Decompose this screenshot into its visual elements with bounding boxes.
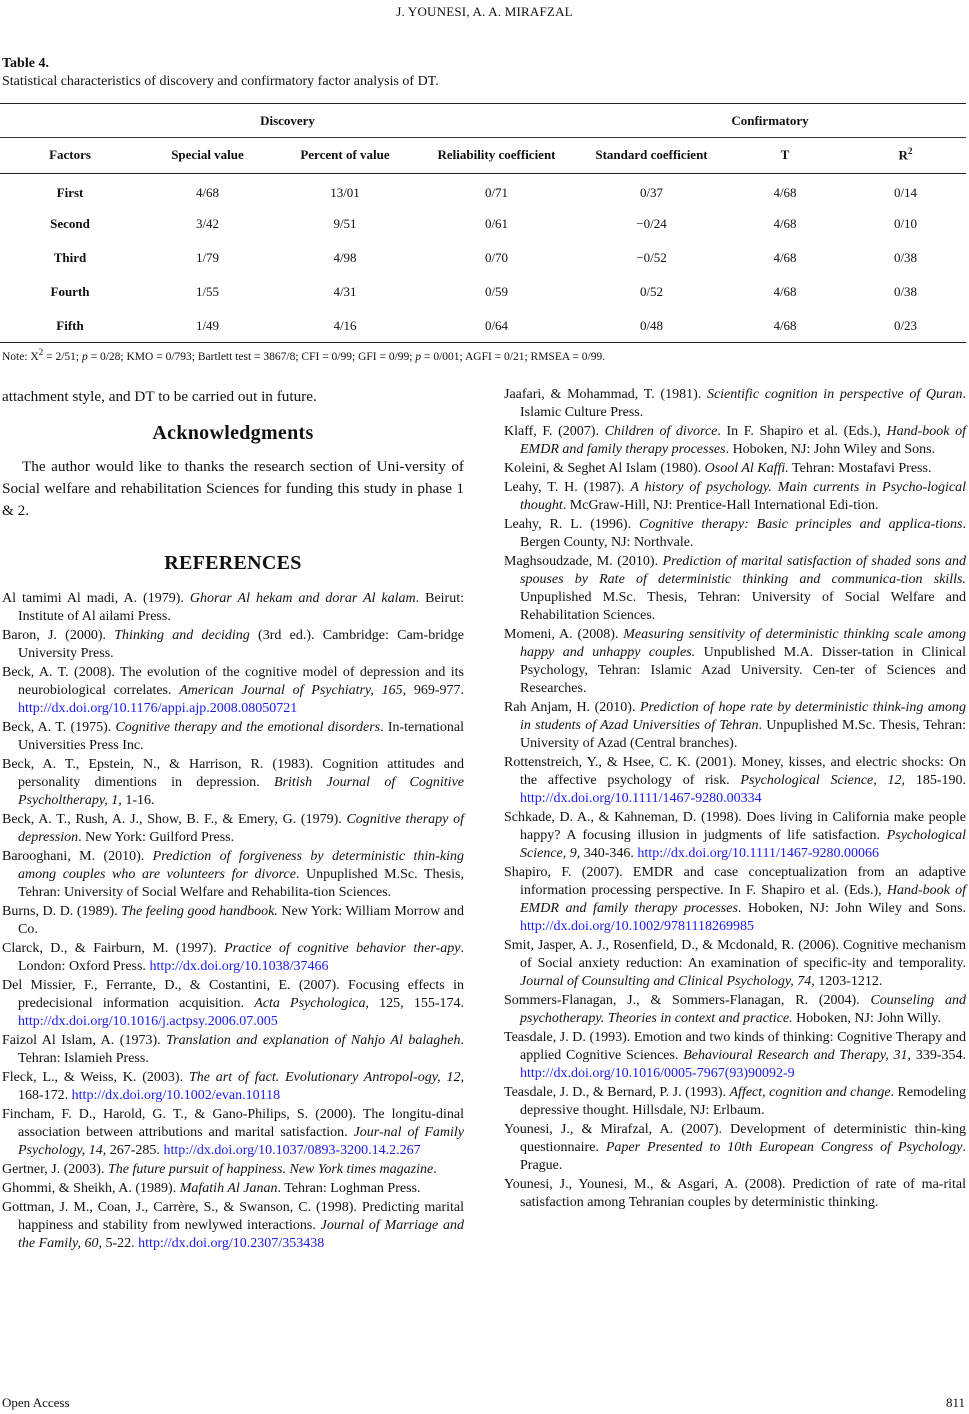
table-cell: 1/49 <box>195 318 220 333</box>
table-cell: 1/79 <box>195 250 220 265</box>
references-heading: REFERENCES <box>164 552 302 574</box>
doi-link[interactable]: http://dx.doi.org/10.1038/37466 <box>149 959 329 974</box>
table-cell: 0/52 <box>639 284 664 299</box>
reference-item: Ghommi, & Sheikh, A. (1989). Mafatih Al Janan. Tehran: Loghman Press. <box>2 1181 421 1196</box>
row-header: Third <box>53 250 87 265</box>
table-cell: 4/98 <box>333 250 357 265</box>
footer-page-number: 811 <box>945 1395 965 1410</box>
column-header: Percent of value <box>300 147 390 162</box>
row-header: Second <box>50 216 90 231</box>
reference-item: Schkade, D. A., & Kahneman, D. (1998). Does living in California make people happy? A focusing illusion in judgments of life satisfaction. Psychological Science, 9, 340-346. http://dx.doi.org/10.1111/1467-9280.00066 <box>504 810 966 861</box>
doi-link[interactable]: http://dx.doi.org/10.1176/appi.ajp.2008.08050721 <box>18 701 298 716</box>
references-left <box>2 590 464 1253</box>
doi-link[interactable]: http://dx.doi.org/10.1111/1467-9280.00066 <box>637 846 880 861</box>
right-column <box>504 386 966 1213</box>
reference-item: Smit, Jasper, A. J., Rosenfield, D., & Mcdonald, R. (2006). Cognitive mechanism of Social anxiety reduction: An examination of specific-ity and temporality. Journal of Counsulting and Clinical Psychology, 74, 1203-1212. <box>504 938 966 989</box>
table-cell: 4/68 <box>195 185 220 200</box>
table-cell: 0/14 <box>893 185 918 200</box>
reference-item: Leahy, T. H. (1987). A history of psychology. Main currents in Psycho-logical thought. McGraw-Hill, NJ: Prentice-Hall International Edi-tion. <box>504 480 967 513</box>
table-cell: 0/64 <box>484 318 509 333</box>
table-cell: 0/48 <box>639 318 664 333</box>
table-row <box>0 241 966 275</box>
reference-item: Jaafari, & Mohammad, T. (1981). Scientific cognition in perspective of Quran. Islamic Culture Press. <box>504 387 966 420</box>
table-label: Table 4. <box>2 56 49 71</box>
reference-item: Beck, A. T. (1975). Cognitive therapy and the emotional disorders. In-ternational Universities Press Inc. <box>2 720 465 753</box>
reference-item: Burns, D. D. (1989). The feeling good handbook. New York: William Morrow and Co. <box>2 904 464 937</box>
table-cell: 0/61 <box>484 216 509 231</box>
table-cell: 9/51 <box>333 216 357 231</box>
column-header: $R^2$ <box>898 146 913 163</box>
column-header: Factors <box>49 147 91 162</box>
table-body <box>0 173 966 343</box>
factor-table <box>0 137 966 343</box>
footer-open-access: Open Access <box>2 1395 70 1410</box>
table-cell: 4/68 <box>773 185 797 200</box>
table-cell: 13/01 <box>330 185 360 200</box>
reference-item: Al tamimi Al madi, A. (1979). Ghorar Al hekam and dorar Al kalam. Beirut: Institute of Al ailami Press. <box>2 591 464 624</box>
reference-item: Gertner, J. (2003). The future pursuit of happiness. New York times magazine. <box>2 1162 437 1177</box>
table-cell: 4/68 <box>773 318 797 333</box>
doi-link[interactable]: http://dx.doi.org/10.2307/353438 <box>138 1236 325 1251</box>
reference-item: Teasdale, J. D., & Bernard, P. J. (1993). Affect, cognition and change. Remodeling depressive thought. Hillsdale, NJ: Erlbaum. <box>504 1085 966 1118</box>
continuation-text: attachment style, and DT to be carried out in future. <box>2 388 317 405</box>
row-header: Fourth <box>50 284 90 299</box>
column-header: T <box>780 147 790 162</box>
doi-link[interactable]: http://dx.doi.org/10.1037/0893-3200.14.2.267 <box>163 1143 421 1158</box>
table-top-rule <box>0 103 966 104</box>
doi-link[interactable]: http://dx.doi.org/10.1111/1467-9280.00334 <box>520 791 762 806</box>
references-right <box>504 386 966 1212</box>
doi-link[interactable]: http://dx.doi.org/10.1016/j.actpsy.2006.07.005 <box>18 1014 278 1029</box>
reference-item: Shapiro, F. (2007). EMDR and case conceptualization from an adaptive information processing perspective. In F. Shapiro et al. (Eds.), Hand-book of EMDR and family therapy processes. Hoboken, NJ: John Wiley and Sons. http://dx.doi.org/10.1002/9781118269985 <box>504 865 966 934</box>
table-cell: 4/68 <box>773 216 797 231</box>
table-cell: 4/68 <box>773 250 797 265</box>
group-discovery: Discovery <box>260 113 315 128</box>
reference-item: Younesi, J., & Mirafzal, A. (2007). Development of deterministic thin-king questionnaire. Paper Presented to 10th European Congress of Psychology. Prague. <box>504 1122 966 1173</box>
acknowledgments-heading: Acknowledgments <box>152 422 314 444</box>
table-cell: 0/23 <box>893 318 918 333</box>
row-header: Fifth <box>56 318 84 333</box>
reference-item: Fleck, L., & Weiss, K. (2003). The art of fact. Evolutionary Antropol-ogy, 12, 168-172. http://dx.doi.org/10.1002/evan.10118 <box>2 1070 464 1103</box>
acknowledgments-text: The author would like to thanks the research section of Uni-versity of Social welfare and rehabilitation Sciences for funding this study in phase 1 & 2. <box>2 458 464 519</box>
reference-item: Gottman, J. M., Coan, J., Carrère, S., & Swanson, C. (1998). Predicting marital happiness and stability from newlywed interactions. Journal of Marriage and the Family, 60, 5-22. http://dx.doi.org/10.2307/353438 <box>2 1200 464 1251</box>
table-cell: 0/38 <box>893 284 918 299</box>
reference-item: Beck, A. T., Rush, A. J., Show, B. F., & Emery, G. (1979). Cognitive therapy of depression. New York: Guilford Press. <box>2 812 464 845</box>
reference-item: Rah Anjam, H. (2010). Prediction of hope rate by deterministic think-ing among in students of Azad Universities of Tehran. Unpuplished M.Sc. Thesis, Tehran: University of Azad (Central branches). <box>504 700 966 751</box>
table-header-row <box>0 137 966 173</box>
reference-item: Klaff, F. (2007). Children of divorce. In F. Shapiro et al. (Eds.), Hand-book of EMDR and family therapy processes. Hoboken, NJ: John Wiley and Sons. <box>504 424 966 457</box>
table-cell: 0/59 <box>484 284 509 299</box>
reference-item: Baron, J. (2000). Thinking and deciding (3rd ed.). Cambridge: Cam-bridge University Press. <box>2 628 464 661</box>
reference-item: Teasdale, J. D. (1993). Emotion and two kinds of thinking: Cognitive Therapy and applied Cognitive Sciences. Behavioural Research and Therapy, 31, 339-354. http://dx.doi.org/10.1016/0005-7967(93)90092-9 <box>504 1030 966 1081</box>
table-bottom-rule <box>0 342 966 343</box>
reference-item: Fincham, F. D., Harold, G. T., & Gano-Philips, S. (2000). The longitu-dinal association between attributions and marital satisfaction. Jour-nal of Family Psychology, 14, 267-285. http://dx.doi.org/10.1037/0893-3200.14.2.267 <box>2 1107 464 1158</box>
column-header: Standard coefficient <box>595 147 708 162</box>
doi-link[interactable]: http://dx.doi.org/10.1002/evan.10118 <box>71 1088 281 1103</box>
header-bottom-rule <box>0 173 966 174</box>
reference-item: Momeni, A. (2008). Measuring sensitivity of deterministic thinking scale among happy and unhappy couples. Unpublished M.A. Disser-tation in Clinical Psychology, Tehran: Islamic Azad University. Cen-ter of Sciences and Researches. <box>504 627 966 696</box>
table-row <box>0 309 966 343</box>
table-cell: 1/55 <box>195 284 220 299</box>
table-cell: 0/37 <box>639 185 664 200</box>
row-header: First <box>56 185 84 200</box>
reference-item: Beck, A. T. (2008). The evolution of the cognitive model of depression and its neurobiological correlates. American Journal of Psychiatry, 165, 969-977. http://dx.doi.org/10.1176/appi.ajp.2008.08050721 <box>2 665 464 716</box>
table-cell: 0/70 <box>484 250 509 265</box>
doi-link[interactable]: http://dx.doi.org/10.1002/9781118269985 <box>520 919 754 934</box>
table-cell: 0/10 <box>893 216 918 231</box>
reference-item: Sommers-Flanagan, J., & Sommers-Flanagan, R. (2004). Counseling and psychotherapy. Theories in context and practice. Hoboken, NJ: John Willy. <box>504 993 966 1026</box>
reference-item: Rottenstreich, Y., & Hsee, C. K. (2001). Money, kisses, and electric shocks: On the affective psychology of risk. Psychological Science, 12, 185-190. http://dx.doi.org/10.1111/1467-9280.00334 <box>504 755 966 806</box>
table-row <box>0 173 966 207</box>
reference-item: Koleini, & Seghet Al Islam (1980). Osool Al Kaffi. Tehran: Mostafavi Press. <box>504 461 932 476</box>
group-confirmatory: Confirmatory <box>731 113 809 128</box>
table-note: Note: $X^2 = 2/51$; p = 0/28; KMO = 0/793; Bartlett test = 3867/8; CFI = 0/99; GFI = 0/99; p = 0/001; AGFI = 0/21; RMSEA = 0/99. <box>2 347 606 363</box>
table-row <box>0 275 966 309</box>
table-row <box>0 207 966 241</box>
table-cell: −0/52 <box>636 250 667 265</box>
running-head: J. YOUNESI, A. A. MIRAFZAL <box>396 4 573 19</box>
doi-link[interactable]: http://dx.doi.org/10.1016/0005-7967(93)90092-9 <box>520 1066 795 1081</box>
table-cell: 4/31 <box>333 284 357 299</box>
table-caption: Statistical characteristics of discovery and confirmatory factor analysis of DT. <box>2 74 439 89</box>
reference-item: Younesi, J., Younesi, M., & Asgari, A. (2008). Prediction of rate of ma-rital satisfaction among Tehranian couples by deterministic thinking. <box>504 1177 966 1210</box>
table-cell: 4/68 <box>773 284 797 299</box>
column-header: Special value <box>171 147 244 162</box>
table-cell: 0/38 <box>893 250 918 265</box>
table-cell: 0/71 <box>484 185 509 200</box>
reference-item: Clarck, D., & Fairburn, M. (1997). Practice of cognitive behavior ther-apy. London: Oxford Press. http://dx.doi.org/10.1038/37466 <box>2 941 464 974</box>
reference-item: Barooghani, M. (2010). Prediction of forgiveness by deterministic thin-king among couples who are volunteers for divorce. Unpuplished M.Sc. Thesis, Tehran: University of Social Welfare and Rehabilita-tion Sciences. <box>2 849 464 900</box>
table-cell: −0/24 <box>636 216 667 231</box>
left-column <box>2 386 464 1254</box>
reference-item: Leahy, R. L. (1996). Cognitive therapy: Basic principles and applica-tions. Bergen County, NJ: Northvale. <box>504 517 966 550</box>
reference-item: Beck, A. T., Epstein, N., & Harrison, R. (1983). Cognition attitudes and personality dimentions in depression. British Journal of Cognitive Psycholtherapy, 1, 1-16. <box>2 757 464 808</box>
reference-item: Faizol Al Islam, A. (1973). Translation and explanation of Nahjo Al balagheh. Tehran: Islamieh Press. <box>2 1033 464 1066</box>
reference-item: Del Missier, F., Ferrante, D., & Costantini, E. (2007). Focusing effects in predecisional information acquisition. Acta Psychologica, 125, 155-174. http://dx.doi.org/10.1016/j.actpsy.2006.07.005 <box>2 978 465 1029</box>
column-header: Reliability coefficient <box>437 147 556 162</box>
table-cell: 4/16 <box>333 318 357 333</box>
reference-item: Maghsoudzade, M. (2010). Prediction of marital satisfaction of shaded sons and spouses by Rate of deterministic thinking and communica-tion skills. Unpuplished M.Sc. Thesis, Tehran: University of Social Welfare and Rehabilitation Sciences. <box>504 554 966 623</box>
table-cell: 3/42 <box>195 216 220 231</box>
